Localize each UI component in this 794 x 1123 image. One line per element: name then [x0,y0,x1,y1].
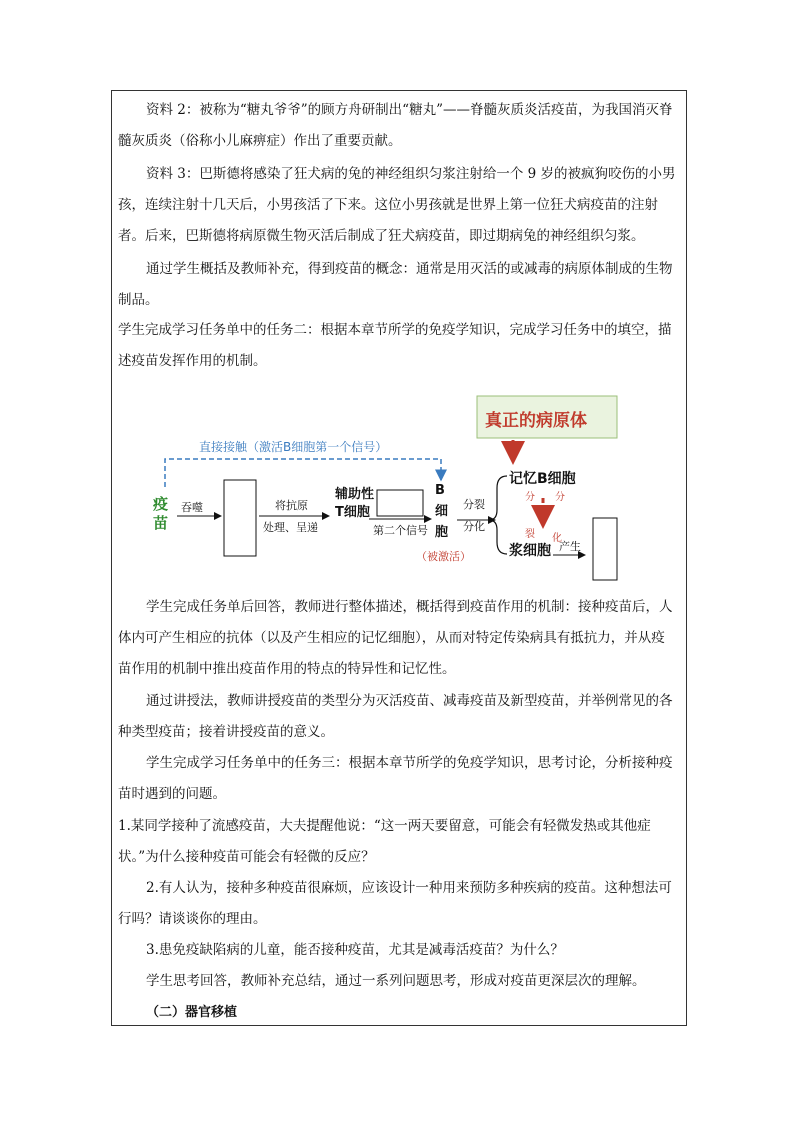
blank-box-3 [593,518,617,580]
paragraph-mechanism-summary: 学生完成任务单后回答，教师进行整体描述，概括得到疫苗作用的机制：接种疫苗后，人体内可产生相应的抗体（以及产生相应的记忆细胞），从而对特定传染病具有抵抗力，并从疫苗作用的机制中推出疫苗作用的特点的特异性和记忆性。 [118,599,673,677]
b-cell-label: B细胞 [435,483,449,540]
produce-label: 产生 [559,540,581,553]
antigen-label-line1: 将抗原 [275,499,308,512]
question-3: 3.患免疫缺陷病的儿童，能否接种疫苗，尤其是减毒活疫苗？为什么？ [146,942,564,958]
paragraph-vaccine-concept: 通过学生概括及教师补充，得到疫苗的概念：通常是用灭活的或减毒的病原体制成的生物制品。 [118,261,673,308]
lie-label: 裂 [525,529,535,540]
callout-real-pathogen: 真正的病原体 [485,411,587,431]
paragraph-task-3: 学生完成学习任务单中的任务三：根据本章节所学的免疫学知识，思考讨论，分析接种疫苗时遇到的问题。 [118,755,673,802]
fen-label-1: 分 [525,492,535,503]
direct-contact-label: 直接接触（激活B细胞第一个信号） [199,440,388,454]
paragraph-material-3: 资料 3：巴斯德将感染了狂犬病的兔的神经组织匀浆注射给一个 9 岁的被疯狗咬伤的小男孩，连续注射十几天后，小男孩活了下来。这位小男孩就是世界上第一位狂犬病疫苗的注射者。后来，巴斯德将病原微生物灭活后制成了狂犬病疫苗，即过期病兔的神经组织匀浆。 [118,166,676,244]
vaccine-mechanism-diagram [111,392,687,592]
direct-contact-dashed-line [165,459,441,487]
blank-box-1 [224,480,256,556]
section-heading-organ-transplant: （二）器官移植 [146,1005,238,1020]
paragraph-material-2: 资料 2：被称为“糖丸爷爷”的顾方舟研制出“糖丸”——脊髓灰质炎活疫苗，为我国消灭脊髓灰质炎（俗称小儿麻痹症）作出了重要贡献。 [118,102,673,149]
second-signal-label: 第二个信号 [373,524,428,537]
question-1: 1.某同学接种了流感疫苗，大夫提醒他说：“这一两天要留意，可能会有轻微发热或其他症状。”为什么接种疫苗可能会有轻微的反应？ [118,818,651,865]
paragraph-task-2: 学生完成学习任务单中的任务二：根据本章节所学的免疫学知识，完成学习任务中的填空，描述疫苗发挥作用的机制。 [118,322,672,369]
blank-box-2 [377,490,423,516]
paragraph-vaccine-types: 通过讲授法，教师讲授疫苗的类型分为灭活疫苗、减毒疫苗及新型疫苗，并举例常见的各种类型疫苗；接着讲授疫苗的意义。 [118,693,673,740]
paragraph-student-reflection: 学生思考回答，教师补充总结，通过一系列问题思考，形成对疫苗更深层次的理解。 [146,973,646,989]
helper-t-cell-label: 辅助性T细胞 [335,487,375,520]
vaccine-label: 疫苗 [153,495,169,532]
engulf-label: 吞噬 [181,501,203,514]
hua-label: 化 [552,533,562,544]
divide-label: 分裂 [463,498,485,511]
fen-label-2: 分 [555,492,565,503]
differentiate-label: 分化 [463,520,485,533]
activated-label: （被激活） [416,550,471,563]
diagram-lines [111,392,687,592]
question-2: 2.有人认为，接种多种疫苗很麻烦，应该设计一种用来预防多种疾病的疫苗。这种想法可行吗？请谈谈你的理由。 [118,880,672,927]
brace [489,476,507,554]
plasma-cell-label: 浆细胞 [509,543,551,559]
antigen-label-line2: 处理、呈递 [263,521,318,534]
memory-b-cell-label: 记忆B细胞 [509,471,576,487]
